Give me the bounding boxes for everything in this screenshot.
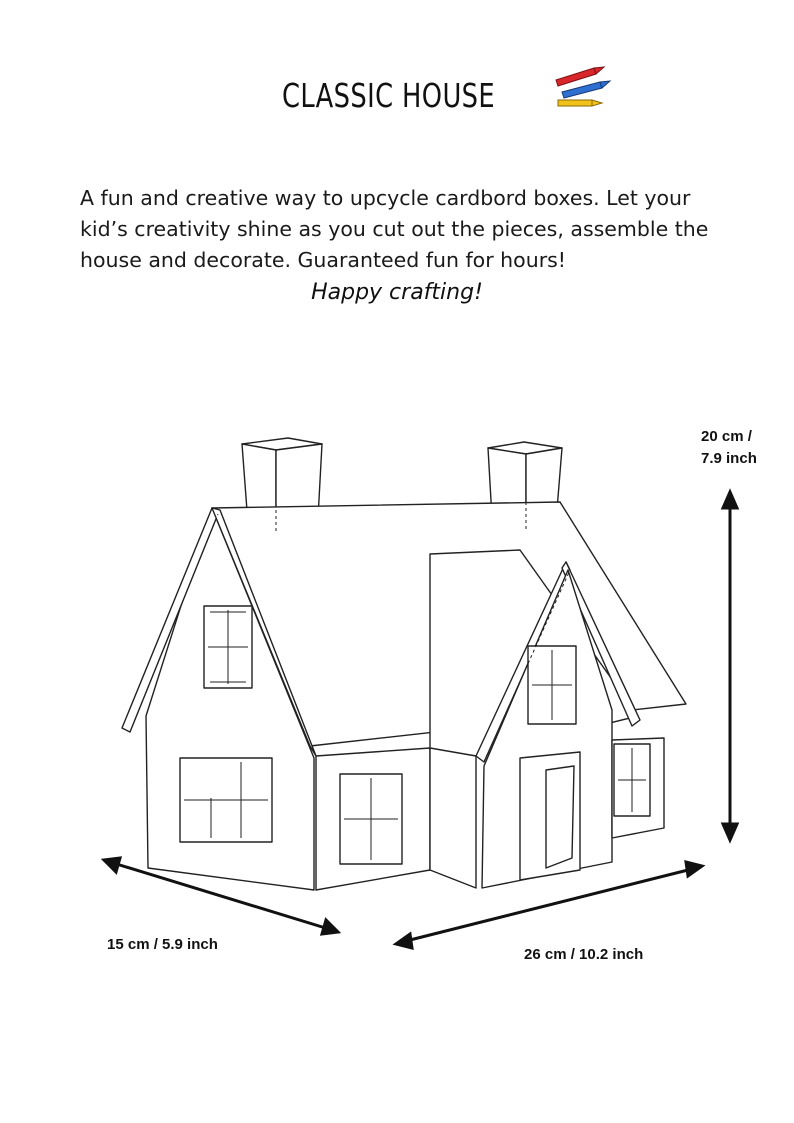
page-title xyxy=(282,70,555,120)
title-text: CLASSIC HOUSE xyxy=(282,75,496,115)
height-arrow-head-bottom xyxy=(723,824,737,840)
crayon-blue xyxy=(562,81,610,98)
tagline: Happy crafting! xyxy=(311,280,483,305)
crayon-yellow xyxy=(558,100,602,106)
intro-paragraph: A fun and creative way to upcycle cardbord boxes. Let your kid’s creativity shine as you cut out the pieces, assemble the house and decorate. Guaranteed fun for hours! xyxy=(80,185,709,272)
depth-arrow-head-left xyxy=(396,934,412,948)
width-arrow-head-right xyxy=(322,920,338,934)
crayons-icon xyxy=(546,64,612,110)
height-line-2: 7.9 inch xyxy=(701,450,757,467)
cardboard-house-illustration xyxy=(100,410,700,910)
width-dimension-label: 15 cm / 5.9 inch xyxy=(107,936,218,953)
door xyxy=(546,766,574,868)
height-arrow-head-top xyxy=(723,492,737,508)
height-dimension-label xyxy=(701,426,781,470)
depth-dimension-label: 26 cm / 10.2 inch xyxy=(524,946,644,963)
height-line-1: 20 cm / xyxy=(701,428,752,445)
